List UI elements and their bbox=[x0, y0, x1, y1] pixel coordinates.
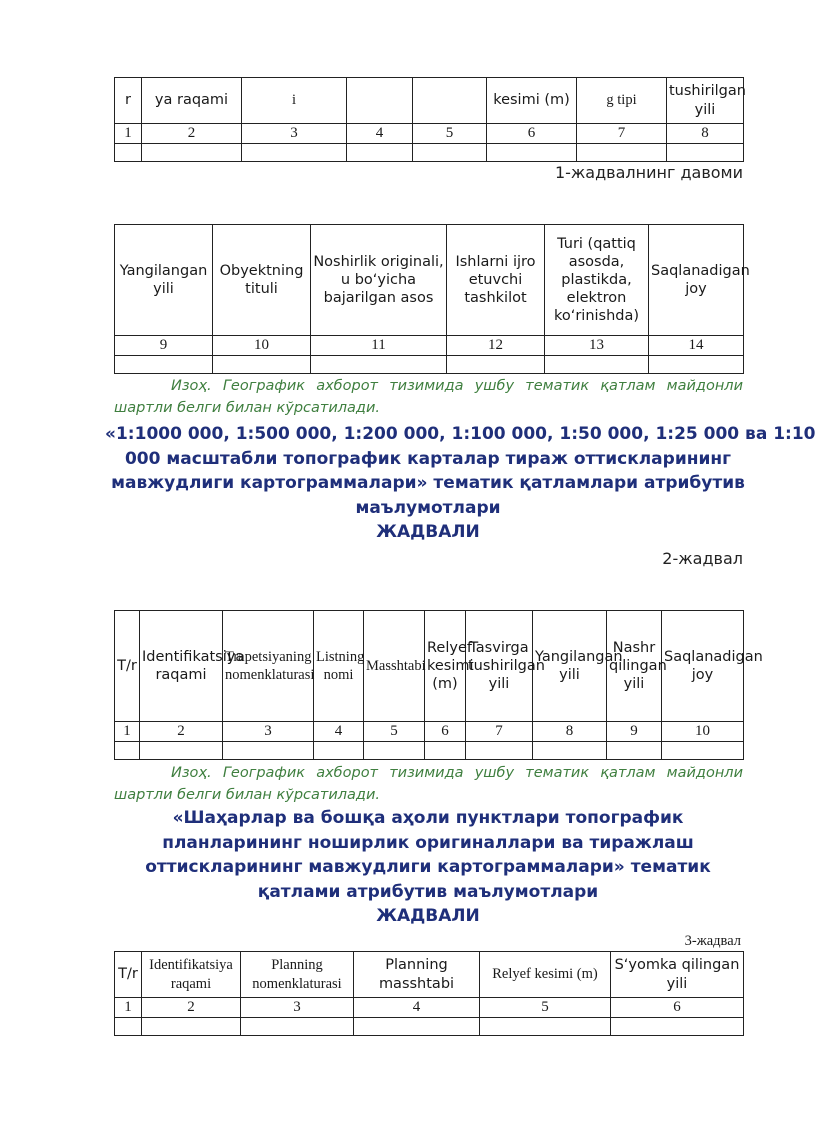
table-number-label: 2-жадвал bbox=[662, 549, 743, 568]
table-3 bbox=[114, 951, 744, 1036]
empty-cell bbox=[364, 741, 425, 759]
empty-cell bbox=[611, 1017, 744, 1035]
title-line: планларининг нoширлик оригиналлари ва тиражлаш bbox=[162, 832, 694, 853]
column-number: 5 bbox=[480, 998, 611, 1018]
empty-cell bbox=[577, 143, 667, 161]
empty-cell bbox=[533, 741, 607, 759]
column-number: 5 bbox=[413, 124, 487, 144]
empty-cell bbox=[447, 355, 545, 373]
column-number: 3 bbox=[242, 124, 347, 144]
table-header-cell: Obyektning tituli bbox=[213, 225, 311, 336]
column-number: 4 bbox=[314, 722, 364, 742]
table-header-cell: Saqlanadigan joy bbox=[649, 225, 744, 336]
table-header-cell: tushirilgan yili bbox=[667, 78, 744, 124]
note-paragraph bbox=[114, 762, 743, 806]
table-header-cell bbox=[413, 78, 487, 124]
table-header-cell: Listning nomi bbox=[314, 611, 364, 722]
empty-cell bbox=[413, 143, 487, 161]
table-row bbox=[115, 78, 744, 124]
empty-cell bbox=[115, 741, 140, 759]
table-header-cell: Turi (qattiq asosda, plastikda, elektron ko‘rinishda) bbox=[545, 225, 649, 336]
table-row bbox=[115, 998, 744, 1018]
table-header-cell: ya raqami bbox=[142, 78, 242, 124]
table-header-cell: Noshirlik originali, u bo‘yicha bajarilgan asos bbox=[311, 225, 447, 336]
table-row bbox=[115, 611, 744, 722]
table-row bbox=[115, 143, 744, 161]
table-header-cell bbox=[347, 78, 413, 124]
column-number: 10 bbox=[213, 336, 311, 356]
table-header-cell: Nashr qilingan yili bbox=[607, 611, 662, 722]
column-number: 13 bbox=[545, 336, 649, 356]
column-number: 6 bbox=[487, 124, 577, 144]
column-number: 9 bbox=[607, 722, 662, 742]
table-1-continuation bbox=[114, 224, 750, 374]
empty-cell bbox=[241, 1017, 354, 1035]
table-header-cell: Relyef kesimi (m) bbox=[480, 952, 611, 998]
table-header-cell: Planning masshtabi bbox=[354, 952, 480, 998]
column-number: 4 bbox=[347, 124, 413, 144]
empty-cell bbox=[223, 741, 314, 759]
note-text: Географик ахборот тизимида ушбу тематик қатлам майдонли шартли белги билан кўрсатилади. bbox=[114, 765, 744, 803]
table-header-cell: S‘yomka qilingan yili bbox=[611, 952, 744, 998]
column-number: 10 bbox=[662, 722, 744, 742]
table-row bbox=[115, 741, 744, 759]
table-row bbox=[115, 336, 744, 356]
column-number: 3 bbox=[223, 722, 314, 742]
column-number: 3 bbox=[241, 998, 354, 1018]
table-1-top bbox=[114, 77, 744, 162]
table-header-cell: Yangilangan yili bbox=[115, 225, 213, 336]
table-header-cell: Trapetsiyaning nomenklaturasi bbox=[223, 611, 314, 722]
empty-cell bbox=[115, 1017, 142, 1035]
empty-cell bbox=[480, 1017, 611, 1035]
table-row bbox=[115, 722, 744, 742]
title-line: «1:1000 000, 1:500 000, 1:200 000, 1:100 000, 1:50 000, 1:25 000 ва 1:10 bbox=[105, 424, 816, 444]
column-number: 7 bbox=[577, 124, 667, 144]
section-title bbox=[105, 806, 751, 929]
empty-cell bbox=[487, 143, 577, 161]
note-text: Географик ахборот тизимида ушбу тематик қатлам майдонли шартли белги билан кўрсатилади. bbox=[114, 378, 744, 416]
title-line: қатлами атрибутив маълумотлари bbox=[257, 881, 599, 902]
table-continuation-label: 1-жадвалнинг давоми bbox=[554, 163, 743, 182]
empty-cell bbox=[354, 1017, 480, 1035]
table-row bbox=[115, 355, 744, 373]
empty-cell bbox=[142, 143, 242, 161]
table-header-cell: Identifikatsiya raqami bbox=[140, 611, 223, 722]
table-header-cell: T/r bbox=[115, 611, 140, 722]
column-number: 2 bbox=[142, 998, 241, 1018]
column-number: 1 bbox=[115, 998, 142, 1018]
title-line: оттискларининг мавжудлиги картограммалари» тематик bbox=[145, 857, 711, 877]
empty-cell bbox=[140, 741, 223, 759]
column-number: 14 bbox=[649, 336, 744, 356]
empty-cell bbox=[314, 741, 364, 759]
empty-cell bbox=[667, 143, 744, 161]
section-title bbox=[105, 422, 816, 545]
column-number: 1 bbox=[115, 124, 142, 144]
table-header-cell: Relyef kesimi (m) bbox=[425, 611, 466, 722]
column-number: 1 bbox=[115, 722, 140, 742]
table-header-cell: T/r bbox=[115, 952, 142, 998]
column-number: 4 bbox=[354, 998, 480, 1018]
table-header-cell: Ishlarni ijro etuvchi tashkilot bbox=[447, 225, 545, 336]
table-header-cell: kesimi (m) bbox=[487, 78, 577, 124]
table-number-label: 3-жадвал bbox=[684, 933, 741, 949]
table-row bbox=[115, 124, 744, 144]
column-number: 6 bbox=[611, 998, 744, 1018]
column-number: 9 bbox=[115, 336, 213, 356]
table-header-cell: i bbox=[242, 78, 347, 124]
table-header-cell: Masshtabi bbox=[364, 611, 425, 722]
title-subline: ЖАДВАЛИ bbox=[376, 906, 480, 926]
table-2 bbox=[114, 610, 763, 760]
column-number: 8 bbox=[667, 124, 744, 144]
empty-cell bbox=[115, 355, 213, 373]
empty-cell bbox=[213, 355, 311, 373]
title-line: 000 масштабли топографик карталар тираж оттискларининг bbox=[124, 448, 732, 469]
empty-cell bbox=[649, 355, 744, 373]
column-number: 7 bbox=[466, 722, 533, 742]
title-line: маълумотлари bbox=[355, 497, 501, 518]
column-number: 11 bbox=[311, 336, 447, 356]
empty-cell bbox=[425, 741, 466, 759]
table-row bbox=[115, 225, 744, 336]
title-subline: ЖАДВАЛИ bbox=[376, 522, 480, 542]
note-paragraph bbox=[114, 375, 743, 419]
empty-cell bbox=[242, 143, 347, 161]
table-row bbox=[115, 1017, 744, 1035]
empty-cell bbox=[545, 355, 649, 373]
table-header-cell: Saqlanadigan joy bbox=[662, 611, 744, 722]
empty-cell bbox=[347, 143, 413, 161]
empty-cell bbox=[466, 741, 533, 759]
empty-cell bbox=[607, 741, 662, 759]
note-prefix: Изоҳ. bbox=[171, 765, 212, 781]
table-header-cell: Tasvirga tushirilgan yili bbox=[466, 611, 533, 722]
table-header-cell: g tipi bbox=[577, 78, 667, 124]
title-line: «Шаҳарлар ва бошқа аҳоли пунктлари топографик bbox=[172, 808, 684, 828]
column-number: 2 bbox=[142, 124, 242, 144]
column-number: 2 bbox=[140, 722, 223, 742]
empty-cell bbox=[115, 143, 142, 161]
table-header-cell: Planning nomenklaturasi bbox=[241, 952, 354, 998]
empty-cell bbox=[142, 1017, 241, 1035]
title-line: мавжудлиги картограммалари» тематик қатламлари атрибутив bbox=[111, 473, 745, 493]
empty-cell bbox=[662, 741, 744, 759]
column-number: 6 bbox=[425, 722, 466, 742]
table-header-cell: r bbox=[115, 78, 142, 124]
table-header-cell: Yangilangan yili bbox=[533, 611, 607, 722]
table-header-cell: Identifikatsiya raqami bbox=[142, 952, 241, 998]
table-row bbox=[115, 952, 744, 998]
empty-cell bbox=[311, 355, 447, 373]
column-number: 8 bbox=[533, 722, 607, 742]
column-number: 5 bbox=[364, 722, 425, 742]
note-prefix: Изоҳ. bbox=[171, 378, 212, 394]
column-number: 12 bbox=[447, 336, 545, 356]
